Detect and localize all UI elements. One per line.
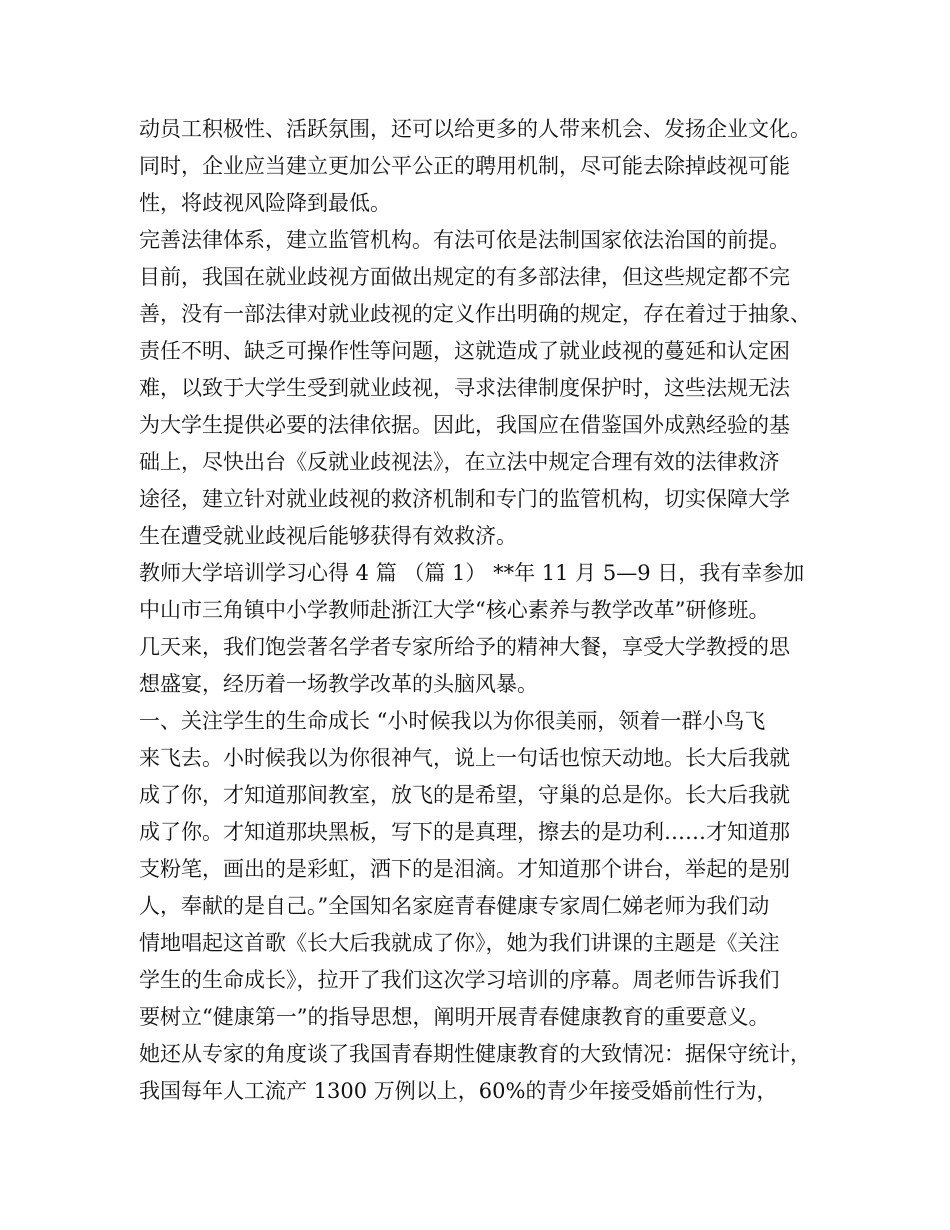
text-line: 成了你。才知道那块黑板，写下的是真理，擦去的是功利……才知道那 <box>139 820 790 844</box>
text-line: 支粉笔，画出的是彩虹，洒下的是泪滴。才知道那个讲台，举起的是别 <box>139 857 790 881</box>
text-line: 础上，尽快出台《反就业歧视法》，在立法中规定合理有效的法律救济 <box>139 450 780 474</box>
text-line: 一、关注学生的生命成长 “小时候我以为你很美丽，领着一群小鸟飞 <box>139 709 766 733</box>
text-line: 动员工积极性、活跃氛围，还可以给更多的人带来机会、发扬企业文化。 <box>139 117 811 141</box>
text-line: 途径，建立针对就业歧视的救济机制和专门的监管机构，切实保障大学 <box>139 487 790 511</box>
text-line: 同时，企业应当建立更加公平公正的聘用机制，尽可能去除掉歧视可能 <box>139 154 790 178</box>
text-line: 要树立“健康第一”的指导思想，阐明开展青春健康教育的重要意义。 <box>139 1005 770 1029</box>
text-line: 来飞去。小时候我以为你很神气，说上一句话也惊天动地。长大后我就 <box>139 746 790 770</box>
text-line: 完善法律体系，建立监管机构。有法可依是法制国家依法治国的前提。 <box>139 228 790 252</box>
text-line: 几天来，我们饱尝著名学者专家所给予的精神大餐，享受大学教授的思 <box>139 635 790 659</box>
text-line: 责任不明、缺乏可操作性等问题，这就造成了就业歧视的蔓延和认定困 <box>139 339 790 363</box>
text-line: 我国每年人工流产 1300 万例以上，60%的青少年接受婚前性行为， <box>139 1079 778 1103</box>
text-line: 成了你，才知道那间教室，放飞的是希望，守巢的总是你。长大后我就 <box>139 783 790 807</box>
text-line: 学生的生命成长》，拉开了我们这次学习培训的序幕。周老师告诉我们 <box>139 968 780 992</box>
text-line: 目前，我国在就业歧视方面做出规定的有多部法律，但这些规定都不完 <box>139 265 790 289</box>
text-line: 她还从专家的角度谈了我国青春期性健康教育的大致情况：据保守统计， <box>139 1042 811 1066</box>
text-line: 为大学生提供必要的法律依据。因此，我国应在借鉴国外成熟经验的基 <box>139 413 790 437</box>
text-line: 生在遭受就业歧视后能够获得有效救济。 <box>139 524 517 548</box>
document-body <box>139 111 829 1110</box>
text-line: 难，以致于大学生受到就业歧视，寻求法律制度保护时，这些法规无法 <box>139 376 790 400</box>
text-line: 中山市三角镇中小学教师赴浙江大学“核心素养与教学改革”研修班。 <box>139 598 770 622</box>
text-line: 善，没有一部法律对就业歧视的定义作出明确的规定，存在着过于抽象、 <box>139 302 811 326</box>
text-line: 人，奉献的是自己。”全国知名家庭青春健康专家周仁娣老师为我们动 <box>139 894 770 918</box>
text-line: 情地唱起这首歌《长大后我就成了你》，她为我们讲课的主题是《关注 <box>139 931 780 955</box>
text-line: 性，将歧视风险降到最低。 <box>139 191 391 215</box>
text-line: 想盛宴，经历着一场教学改革的头脑风暴。 <box>139 672 538 696</box>
text-line: 教师大学培训学习心得 4 篇 （篇 1） **年 11 月 5—9 日，我有幸参加 <box>139 561 805 585</box>
